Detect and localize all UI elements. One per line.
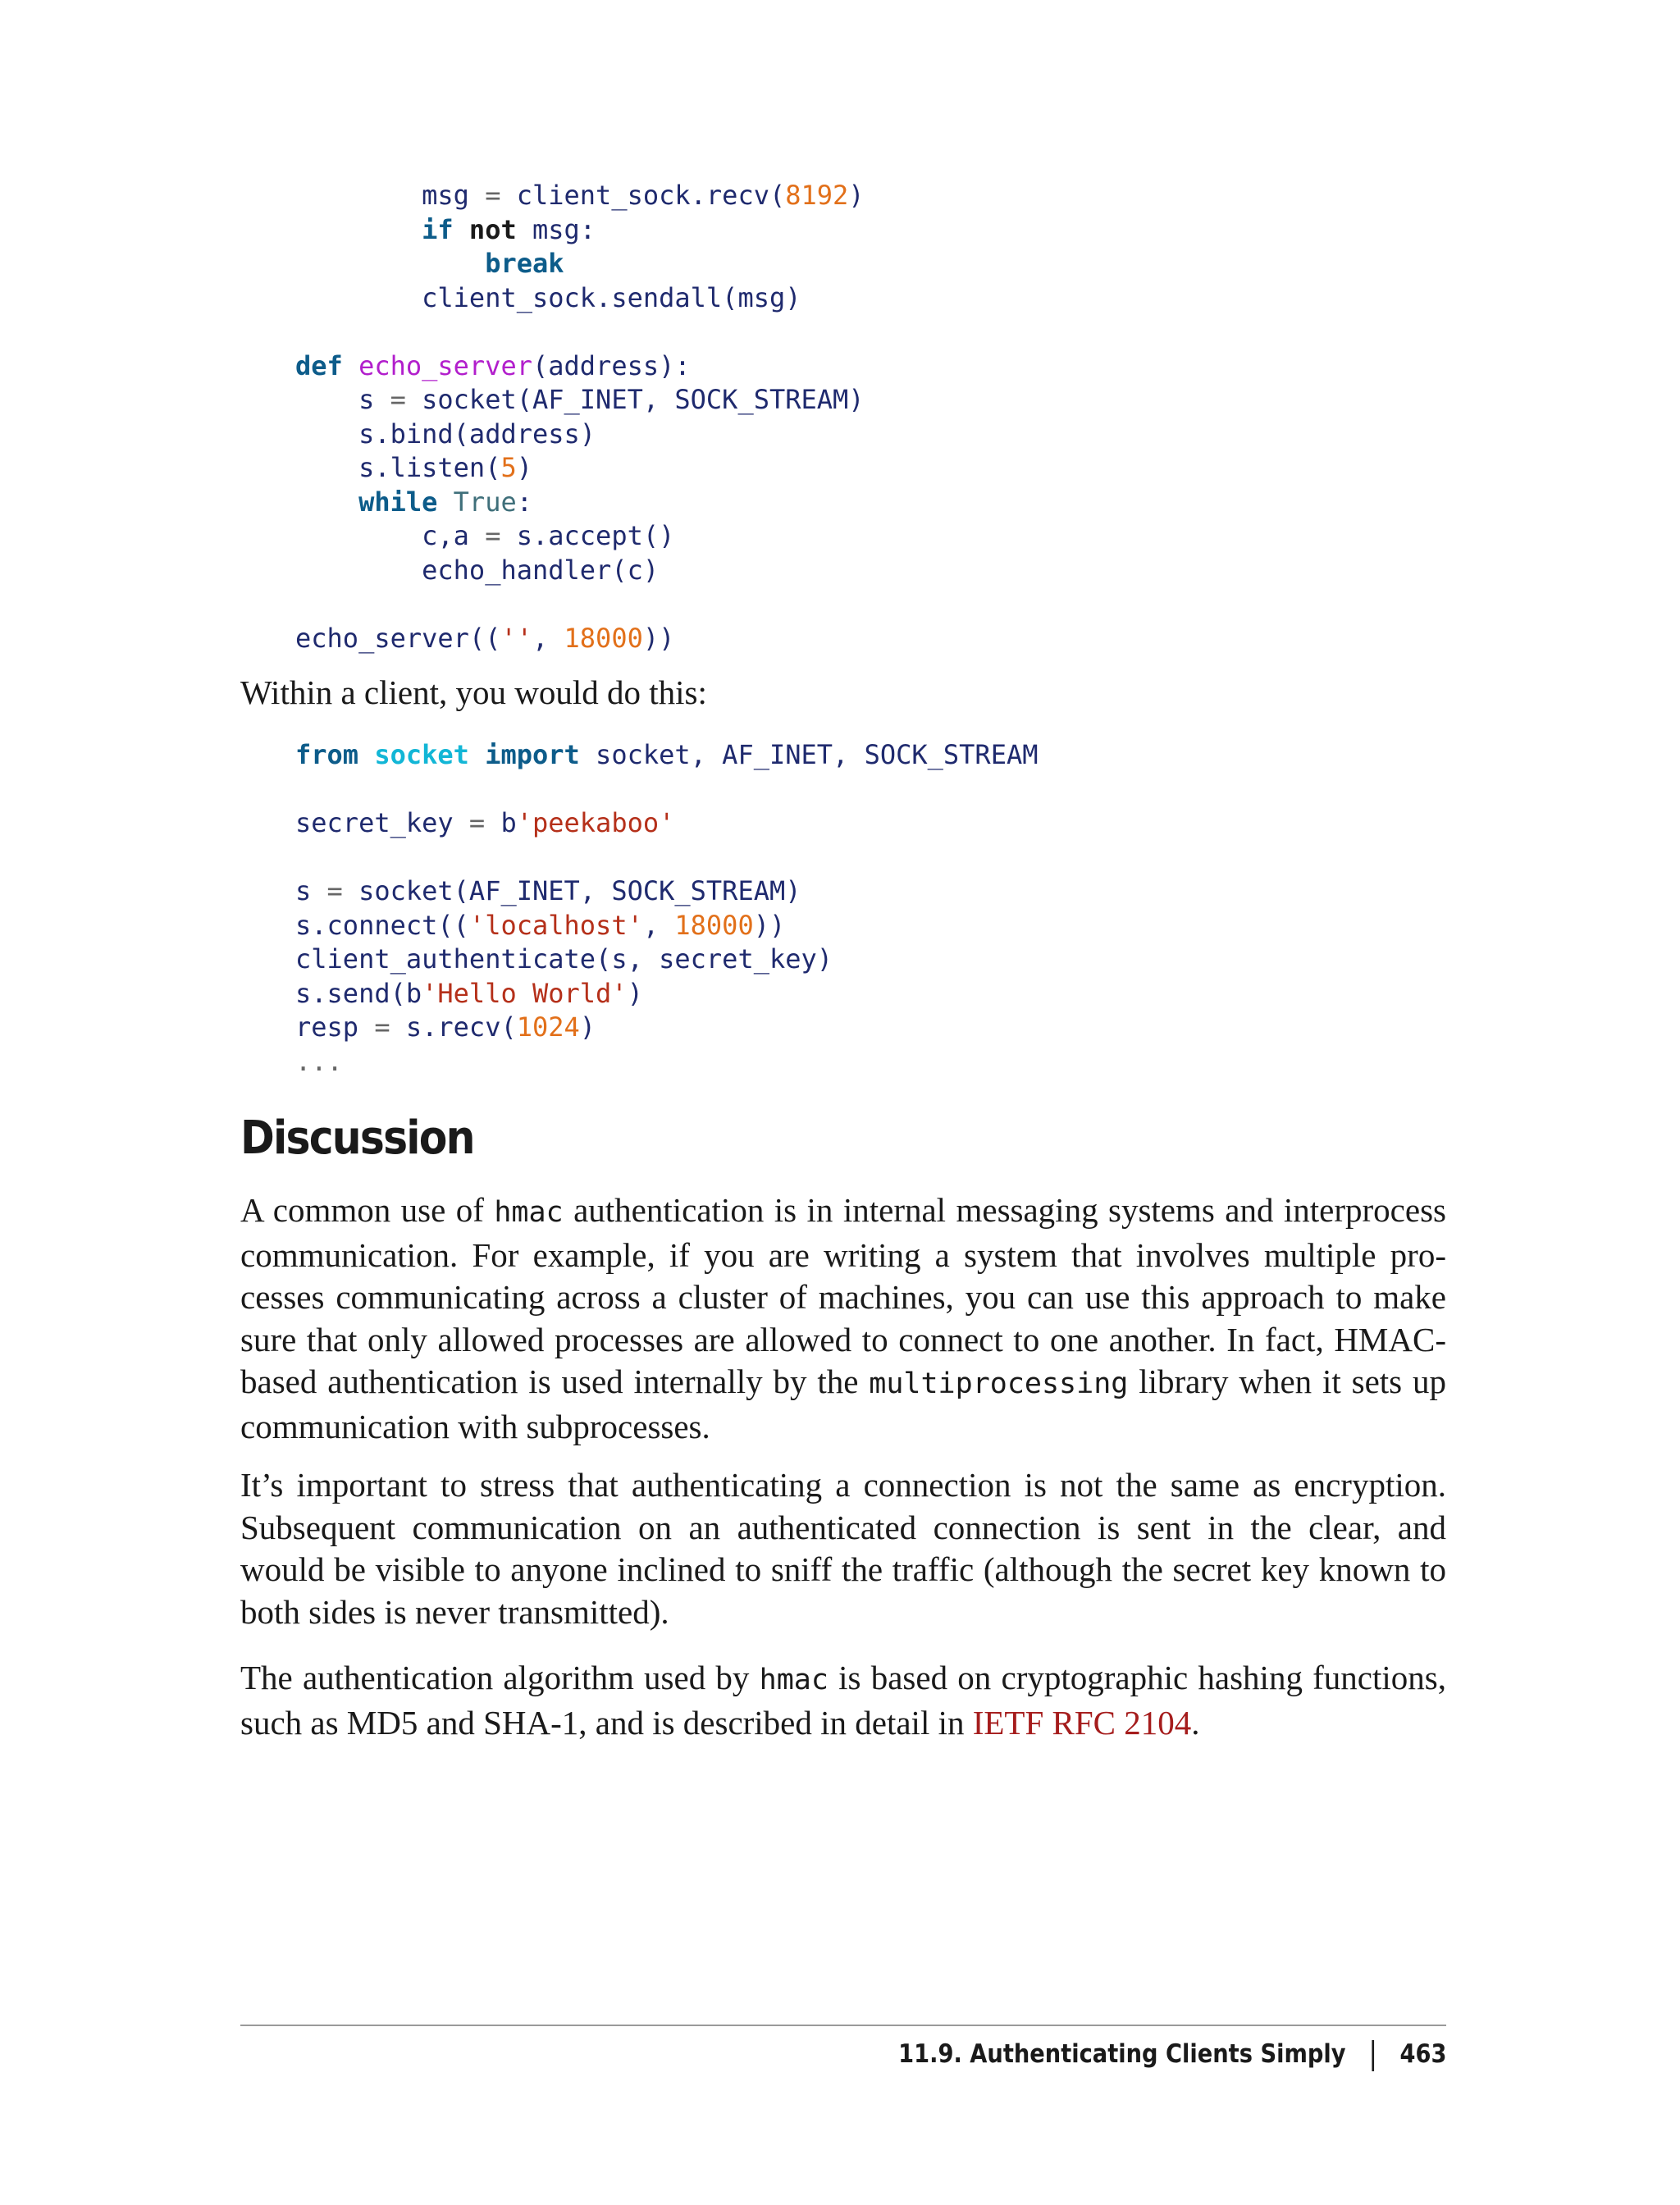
code-token: msg <box>295 180 486 211</box>
code-line <box>295 943 833 975</box>
code-token: while <box>358 486 438 518</box>
code-block-echo-server <box>295 179 865 655</box>
code-token: 5 <box>500 452 517 483</box>
code-token: socket <box>374 739 469 770</box>
code-token: break <box>485 248 564 279</box>
code-token: c,a <box>295 520 486 551</box>
code-token <box>295 214 422 245</box>
code-token: (address): <box>532 349 691 381</box>
code-line <box>295 384 865 415</box>
running-footer <box>898 2039 1446 2071</box>
code-token: s <box>295 875 327 906</box>
code-token: 8192 <box>785 180 849 211</box>
code-token: if <box>422 213 454 245</box>
paragraph-1-text-b: authentication is in internal messaging systems and interprocess communication. For example, if you are writing a system that involves multiple processes communicating across a cluster of machines, you can use this approach to make sure that only allowed processes are allowed to connect to one another. In fact, HMAC-based authentication is used internally by the <box>240 1191 1446 1400</box>
code-token: client_sock.sendall(msg) <box>295 281 801 313</box>
inline-code-hmac-2: hmac <box>759 1664 829 1696</box>
code-line <box>295 452 532 483</box>
code-token: = <box>374 1011 390 1043</box>
code-line <box>295 875 801 906</box>
code-token <box>343 350 358 381</box>
code-token: ) <box>579 1011 596 1043</box>
paragraph-1 <box>240 1189 1446 1448</box>
code-token: secret_key <box>295 807 469 838</box>
code-token: socket(AF_INET, SOCK_STREAM) <box>342 875 801 906</box>
code-line <box>295 282 801 313</box>
code-token: = <box>468 807 486 838</box>
code-line <box>295 739 1038 770</box>
code-token: = <box>485 180 501 211</box>
code-token <box>295 248 485 279</box>
code-token: s.listen( <box>295 452 501 483</box>
code-token: )) <box>753 909 786 941</box>
code-token: not <box>468 213 517 245</box>
code-token: ) <box>516 452 532 483</box>
code-line <box>295 180 865 211</box>
code-token: = <box>390 384 406 415</box>
code-token: socket(AF_INET, SOCK_STREAM) <box>405 384 865 415</box>
code-line <box>295 910 785 941</box>
code-token: ... <box>295 1045 343 1077</box>
code-token: ) <box>848 180 865 211</box>
code-token <box>295 486 358 518</box>
code-token: s <box>295 384 390 415</box>
code-token: echo_server <box>358 349 532 381</box>
code-line <box>295 807 674 838</box>
code-token: 18000 <box>674 909 754 941</box>
code-token: def <box>295 349 343 381</box>
page-number: 463 <box>1399 2039 1446 2069</box>
code-token: '' <box>500 622 532 654</box>
code-token: 'peekaboo' <box>516 807 675 838</box>
code-token: = <box>326 875 343 906</box>
code-line <box>295 623 674 654</box>
code-line <box>295 418 596 450</box>
code-token: 18000 <box>564 622 643 654</box>
code-line <box>295 520 674 551</box>
paragraph-2: It’s important to stress that authenticating a connection is not the same as encryption. Subsequent communication on an authenticated connection is sent in the clear, and would be visible to anyone inclined to sniff the traffic (although the secret key known to both sides is never transmitted). <box>240 1466 1446 1631</box>
footer-section-title: 11.9. Authenticating Clients Simply <box>897 2039 1346 2069</box>
code-token: 'Hello World' <box>422 977 628 1009</box>
code-token: = <box>485 520 501 551</box>
code-token: 'localhost' <box>468 909 643 941</box>
code-token: echo_handler(c) <box>295 554 660 586</box>
code-token: import <box>485 739 580 770</box>
code-token: client_authenticate(s, secret_key) <box>295 943 833 975</box>
code-line <box>295 978 643 1009</box>
code-token: )) <box>642 622 675 654</box>
code-token: from <box>295 739 359 770</box>
inline-code-hmac: hmac <box>494 1196 564 1229</box>
code-token: s.accept() <box>500 520 675 551</box>
code-line <box>295 350 691 381</box>
rfc-2104-link[interactable]: IETF RFC 2104 <box>972 1703 1192 1742</box>
footer-separator <box>1372 2040 1374 2071</box>
code-token: client_sock.recv( <box>500 180 786 211</box>
code-block-client <box>295 738 1038 1079</box>
paragraph-3-text-b: is based on cryptographic hashing functions, such as MD5 and SHA-1, and is described in detail in <box>240 1659 1446 1742</box>
code-token: ) <box>627 977 643 1009</box>
paragraph-3-text-c: . <box>1191 1703 1200 1742</box>
code-line <box>295 486 532 518</box>
code-token: b <box>485 807 517 838</box>
code-token: 1024 <box>516 1011 580 1043</box>
code-token: msg: <box>516 213 596 245</box>
paragraph-1-text-a: A common use of <box>240 1191 495 1229</box>
code-token: s.connect(( <box>295 909 469 941</box>
code-token: s.recv( <box>390 1011 517 1043</box>
inline-code-multiprocessing: multiprocessing <box>869 1367 1129 1400</box>
lead-text: Within a client, you would do this: <box>240 673 707 711</box>
code-token <box>358 739 374 770</box>
code-token: s.send(b <box>295 977 422 1009</box>
code-line <box>295 555 659 586</box>
code-token: socket, AF_INET, SOCK_STREAM <box>579 739 1039 770</box>
code-token: , <box>642 909 675 941</box>
footer-rule <box>240 2025 1446 2026</box>
code-token: echo_server(( <box>295 622 501 654</box>
code-line <box>295 1046 343 1077</box>
code-line <box>295 1011 596 1043</box>
code-token: True <box>453 486 517 518</box>
paragraph-1-text-c: library when it sets up communication with subprocesses. <box>240 1363 1446 1445</box>
code-token: resp <box>295 1011 375 1043</box>
paragraph-3-text-a: The authentication algorithm used by <box>240 1659 760 1696</box>
code-line <box>295 248 564 279</box>
code-token: , <box>532 622 564 654</box>
code-token: : <box>516 486 532 518</box>
code-token <box>454 214 469 245</box>
code-token <box>469 739 485 770</box>
section-heading: Discussion <box>240 1112 474 1165</box>
code-line <box>295 214 596 245</box>
paragraph-3 <box>240 1657 1446 1744</box>
code-token: s.bind(address) <box>295 418 596 450</box>
code-token <box>437 486 453 518</box>
